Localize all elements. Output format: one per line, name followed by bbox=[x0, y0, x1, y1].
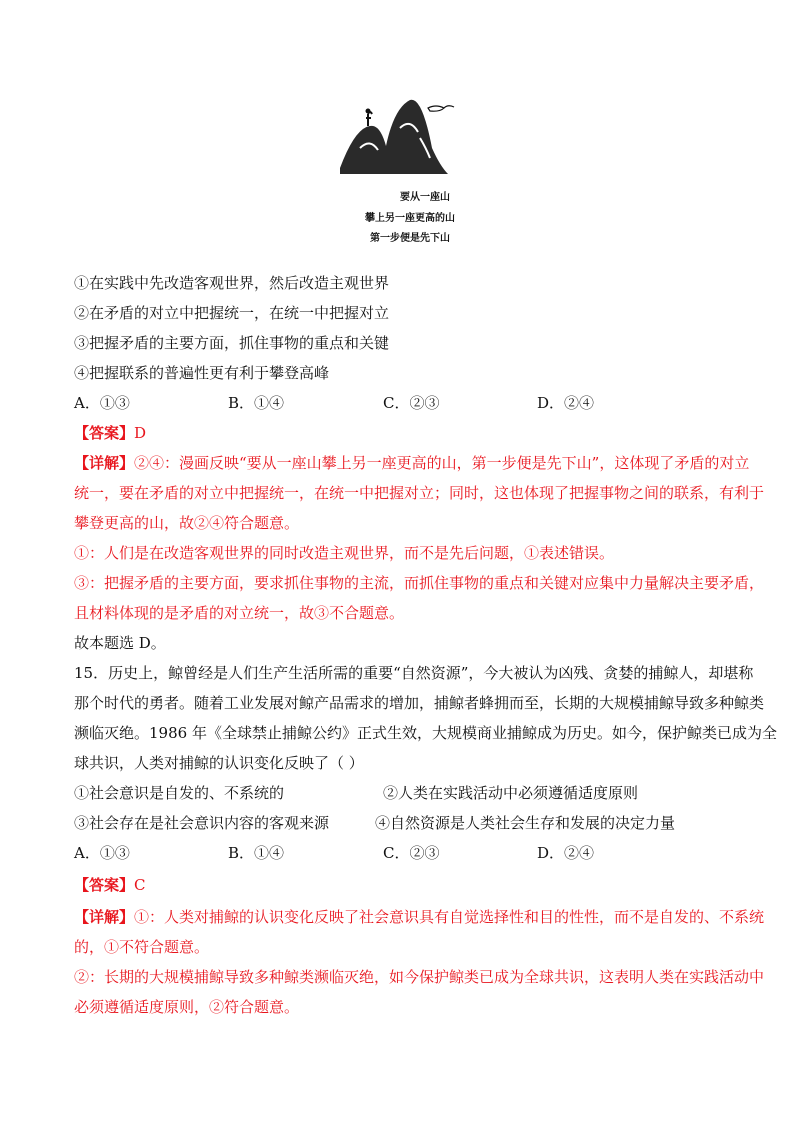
q15-option-a: A．①③ bbox=[74, 844, 130, 862]
cartoon-caption-line-2: 攀上另一座更高的山 bbox=[365, 213, 455, 224]
q15-explain-text-1: ①：人类对捕鲸的认识变化反映了社会意识具有自觉选择性和目的性性，而不是自发的、不系统 bbox=[134, 908, 765, 926]
q15-explain-label: 【详解】 bbox=[74, 908, 135, 926]
q14-option-a: A．①③ bbox=[74, 394, 130, 412]
q14-option-d: D．②④ bbox=[537, 394, 595, 412]
q15-explanation-line-4: 必须遵循适度原则，②符合题意。 bbox=[74, 998, 300, 1016]
q15-explanation-line-3: ②：长期的大规模捕鲸导致多种鲸类濒临灭绝，如今保护鲸类已成为全球共识，这表明人类在实践活动中 bbox=[74, 968, 765, 986]
q14-statement-1: ①在实践中先改造客观世界，然后改造主观世界 bbox=[74, 274, 390, 292]
q15-answer-label: 【答案】 bbox=[74, 876, 135, 894]
q14-explanation-line-1 bbox=[74, 453, 749, 473]
q15-stem-line-3: 濒临灭绝。1986 年《全球禁止捕鲸公约》正式生效，大规模商业捕鲸成为历史。如今，保护鲸类已成为全 bbox=[74, 724, 777, 742]
q15-option-c: C．②③ bbox=[383, 844, 440, 862]
q14-statement-3: ③把握矛盾的主要方面，抓住事物的重点和关键 bbox=[74, 334, 390, 352]
q14-explain-text-1: ②④：漫画反映“要从一座山攀上另一座更高的山，第一步便是先下山”，这体现了矛盾的对立 bbox=[134, 454, 750, 472]
q15-explanation-line-2: 的，①不符合题意。 bbox=[74, 938, 210, 956]
q14-explanation-line-2: 统一，要在矛盾的对立中把握统一，在统一中把握对立；同时，这也体现了把握事物之间的联系，有利于 bbox=[74, 484, 765, 502]
q14-explanation-line-5: ③：把握矛盾的主要方面，要求抓住事物的主流，而抓住事物的重点和关键对应集中力量解决主要矛盾， bbox=[74, 574, 765, 592]
q15-answer-value: C bbox=[134, 876, 146, 894]
cartoon-caption-line-1: 要从一座山 bbox=[400, 192, 450, 203]
q14-explain-label: 【详解】 bbox=[74, 454, 135, 472]
q14-explanation-line-4: ①：人们是在改造客观世界的同时改造主观世界，而不是先后问题，①表述错误。 bbox=[74, 544, 615, 562]
q14-statement-2: ②在矛盾的对立中把握统一，在统一中把握对立 bbox=[74, 304, 390, 322]
q14-answer bbox=[74, 423, 146, 443]
q14-option-b: B．①④ bbox=[228, 394, 285, 412]
q14-answer-value: D bbox=[134, 424, 147, 442]
q14-explanation-line-3: 攀登更高的山，故②④符合题意。 bbox=[74, 514, 300, 532]
q15-statement-3: ③社会存在是社会意识内容的客观来源 bbox=[74, 814, 330, 832]
q15-stem-line-2: 那个时代的勇者。随着工业发展对鲸产品需求的增加，捕鲸者蜂拥而至，长期的大规模捕鲸导致多种鲸类 bbox=[74, 694, 765, 712]
q15-stem-line-1: 15．历史上，鲸曾经是人们生产生活所需的重要“自然资源”，今大被认为凶残、贪婪的捕鲸人，却堪称 bbox=[74, 664, 754, 682]
q15-option-d: D．②④ bbox=[537, 844, 595, 862]
q15-option-b: B．①④ bbox=[228, 844, 285, 862]
q15-statement-4: ④自然资源是人类社会生存和发展的决定力量 bbox=[375, 814, 676, 832]
q14-statement-4: ④把握联系的普遍性更有利于攀登高峰 bbox=[74, 364, 330, 382]
q14-option-c: C．②③ bbox=[383, 394, 440, 412]
q15-statement-2: ②人类在实践活动中必须遵循适度原则 bbox=[383, 784, 639, 802]
q14-conclusion: 故本题选 D。 bbox=[74, 634, 166, 652]
q14-answer-label: 【答案】 bbox=[74, 424, 135, 442]
q15-statement-1: ①社会意识是自发的、不系统的 bbox=[74, 784, 285, 802]
q15-answer bbox=[74, 875, 146, 895]
mountain-cartoon-image bbox=[330, 88, 470, 258]
q15-explanation-line-1 bbox=[74, 907, 764, 927]
q14-explanation-line-6: 且材料体现的是矛盾的对立统一，故③不合题意。 bbox=[74, 604, 405, 622]
cartoon-caption-line-3: 第一步便是先下山 bbox=[370, 233, 450, 244]
q15-stem-line-4: 球共识，人类对捕鲸的认识变化反映了（ ） bbox=[74, 754, 364, 772]
